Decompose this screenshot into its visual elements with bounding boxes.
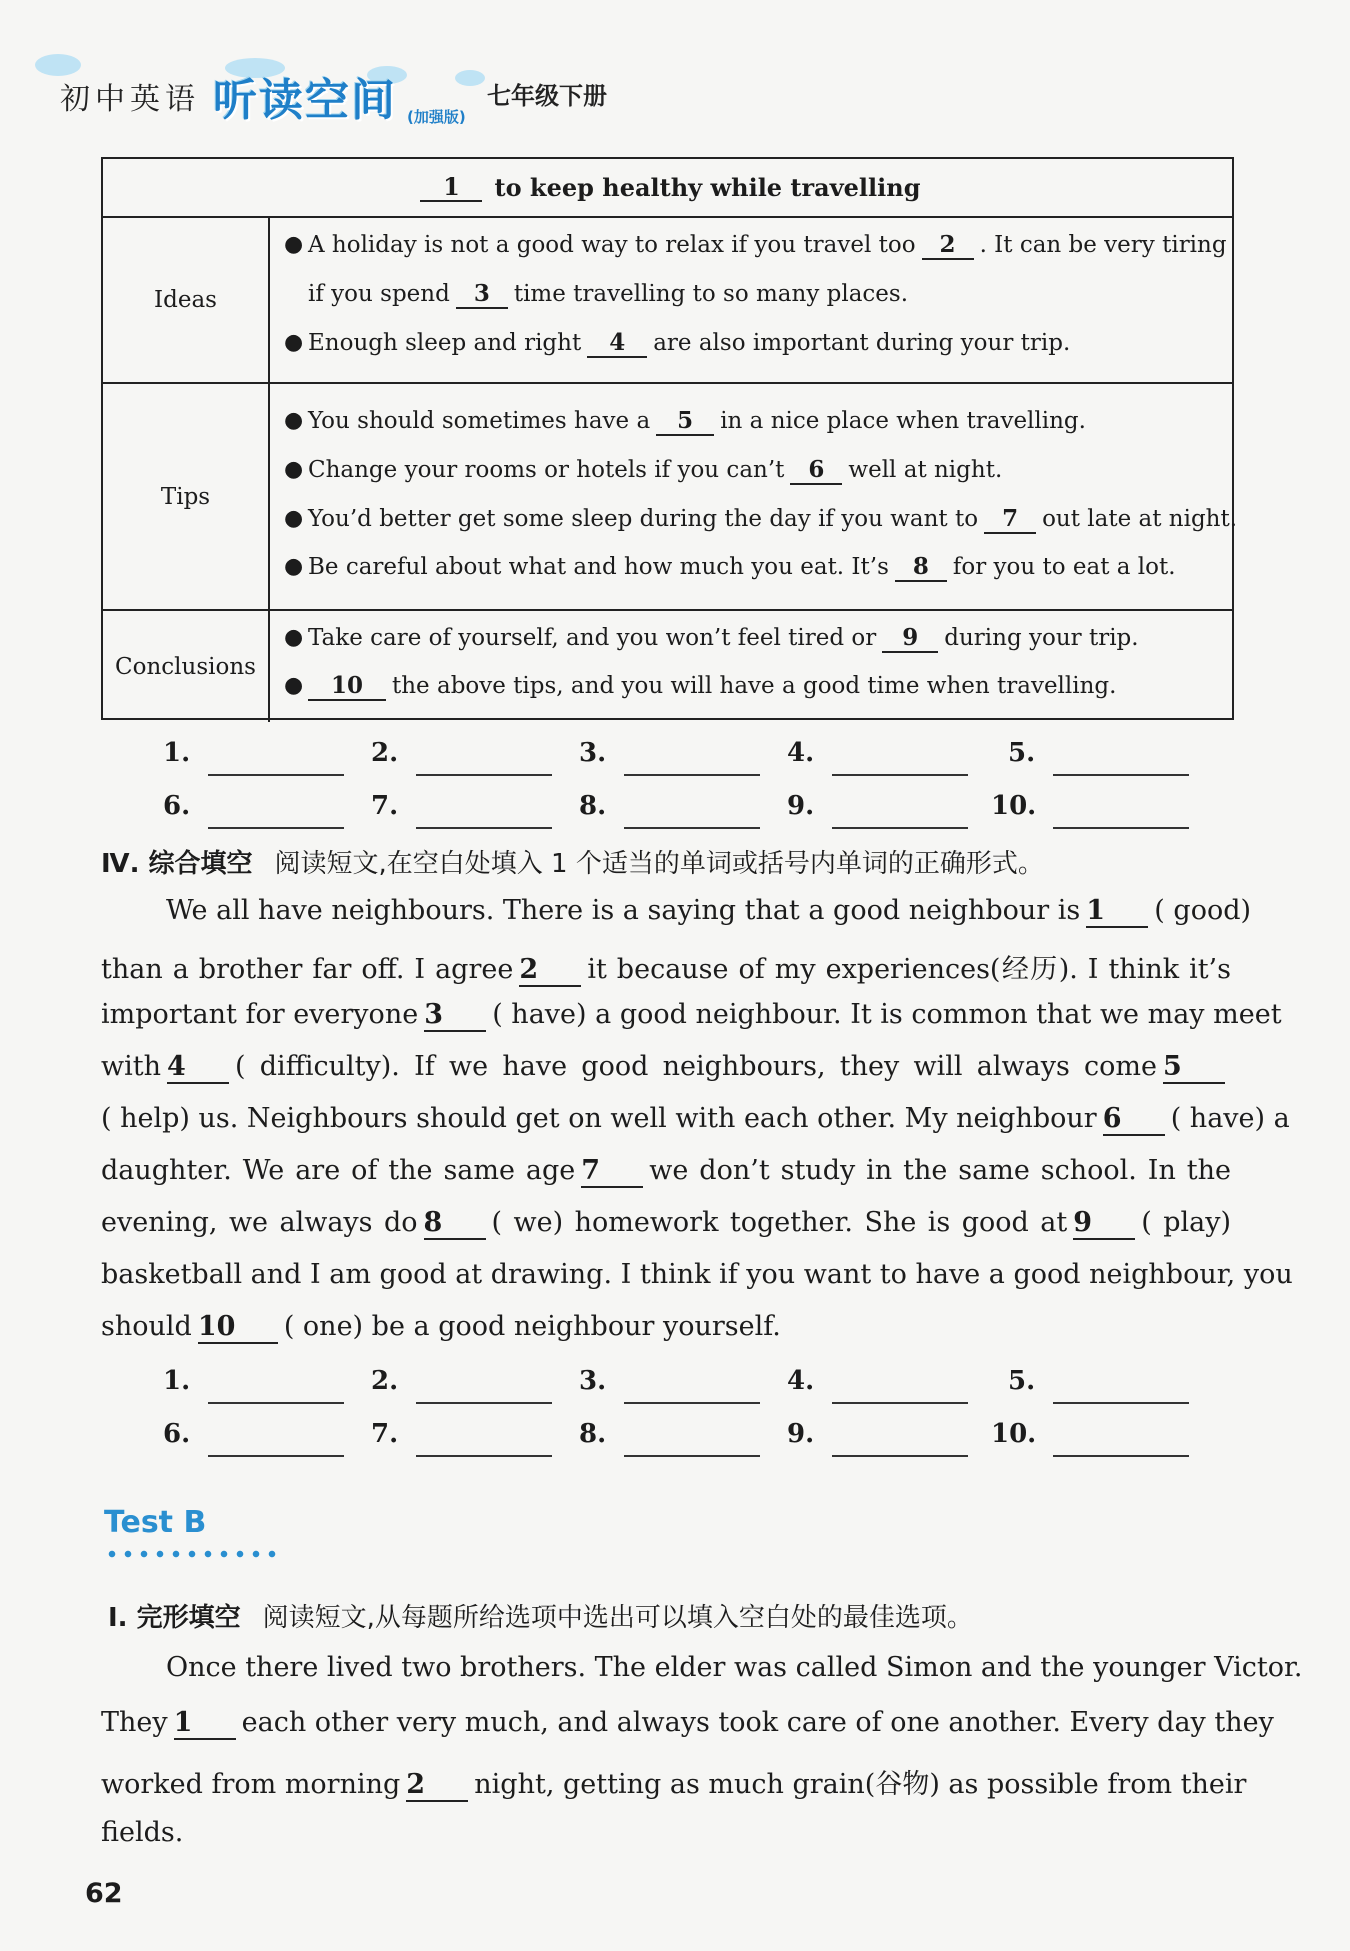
table-row-tips bbox=[103, 382, 1238, 609]
passage-line: They 1 each other very much, and always took care of one another. Every day they bbox=[101, 1707, 1231, 1740]
answer-blank[interactable] bbox=[1053, 827, 1189, 829]
row-content bbox=[268, 384, 1238, 609]
answer-blank[interactable] bbox=[832, 774, 968, 776]
passage-line: We all have neighbours. There is a saying that a good neighbour is 1 ( good) bbox=[101, 895, 1231, 928]
section-number: Ⅳ. 综合填空 bbox=[101, 849, 253, 879]
test-b-section-1-heading bbox=[108, 1597, 973, 1634]
passage-line: with 4 ( difficulty). If we have good neighbours, they will always come 5 bbox=[101, 1051, 1231, 1084]
answer-blank[interactable] bbox=[624, 827, 760, 829]
blank-2: 2 bbox=[922, 232, 974, 260]
table-line: ● Change your rooms or hotels if you can’t 6 well at night. bbox=[308, 457, 1224, 485]
table-line: if you spend 3 time travelling to so many places. bbox=[308, 281, 1224, 309]
answer-number: 3. bbox=[579, 1366, 607, 1396]
blank-8: 8 bbox=[895, 554, 947, 582]
blank-2: 2 bbox=[519, 954, 581, 987]
answer-number: 6. bbox=[163, 1419, 191, 1449]
test-b-title: Test B bbox=[104, 1505, 207, 1540]
answer-row bbox=[163, 791, 1193, 831]
blank-7: 7 bbox=[984, 506, 1036, 534]
answer-blank[interactable] bbox=[208, 827, 344, 829]
blank-6: 6 bbox=[1103, 1103, 1165, 1136]
blank-1: 1 bbox=[174, 1707, 236, 1740]
answer-blank[interactable] bbox=[416, 1455, 552, 1457]
answer-blank[interactable] bbox=[416, 827, 552, 829]
test-b-passage bbox=[101, 1652, 1303, 1852]
answer-number: 1. bbox=[163, 1366, 191, 1396]
cloud-decoration bbox=[35, 54, 81, 76]
answer-row bbox=[163, 1366, 1193, 1406]
book-header bbox=[55, 62, 755, 132]
brand-subtitle: (加强版) bbox=[407, 108, 466, 126]
table-line: ● Enough sleep and right 4 are also important during your trip. bbox=[308, 330, 1224, 358]
answer-blank[interactable] bbox=[208, 1455, 344, 1457]
answer-number: 1. bbox=[163, 738, 191, 768]
passage-line: basketball and I am good at drawing. I think if you want to have a good neighbour, you bbox=[101, 1259, 1293, 1290]
answer-number: 5. bbox=[1008, 738, 1036, 768]
blank-4: 4 bbox=[167, 1051, 229, 1084]
blank-7: 7 bbox=[581, 1155, 643, 1188]
answer-row bbox=[163, 738, 1193, 778]
answer-blank[interactable] bbox=[832, 1402, 968, 1404]
answer-number: 7. bbox=[371, 1419, 399, 1449]
passage-line: should 10 ( one) be a good neighbour yourself. bbox=[101, 1311, 1231, 1344]
table-row-ideas bbox=[103, 216, 1232, 382]
section-instruction: 阅读短文,从每题所给选项中选出可以填入空白处的最佳选项。 bbox=[262, 1603, 973, 1633]
answer-number: 4. bbox=[787, 1366, 815, 1396]
section-4-passage bbox=[101, 895, 1293, 1355]
table-line: ● Be careful about what and how much you eat. It’s 8 for you to eat a lot. bbox=[308, 554, 1224, 582]
answer-blank[interactable] bbox=[624, 1455, 760, 1457]
page-number: 62 bbox=[85, 1878, 123, 1909]
section-instruction: 阅读短文,在空白处填入 1 个适当的单词或括号内单词的正确形式。 bbox=[274, 849, 1044, 879]
blank-3: 3 bbox=[456, 281, 508, 309]
answer-blank[interactable] bbox=[208, 774, 344, 776]
answer-row bbox=[163, 1419, 1193, 1459]
blank-9: 9 bbox=[1073, 1207, 1135, 1240]
answer-number: 10. bbox=[991, 1419, 1037, 1449]
series-name: 初中英语 bbox=[60, 82, 200, 117]
cloud-decoration bbox=[455, 70, 485, 86]
answer-number: 8. bbox=[579, 791, 607, 821]
passage-line: fields. bbox=[101, 1817, 184, 1848]
answer-number: 6. bbox=[163, 791, 191, 821]
table-title bbox=[103, 159, 1232, 216]
answer-blank[interactable] bbox=[624, 1402, 760, 1404]
section-4-heading bbox=[101, 843, 1044, 880]
blank-9: 9 bbox=[882, 625, 938, 653]
passage-line: daughter. We are of the same age 7 we don’t study in the same school. In the bbox=[101, 1155, 1231, 1188]
table-line: ● Take care of yourself, and you won’t feel tired or 9 during your trip. bbox=[308, 625, 1224, 653]
answer-number: 9. bbox=[787, 1419, 815, 1449]
row-label: Ideas bbox=[103, 218, 270, 382]
blank-4: 4 bbox=[587, 330, 647, 358]
table-line: ● A holiday is not a good way to relax if you travel too 2 . It can be very tiring bbox=[308, 232, 1224, 260]
answer-number: 5. bbox=[1008, 1366, 1036, 1396]
row-content bbox=[268, 611, 1232, 722]
answer-number: 4. bbox=[787, 738, 815, 768]
row-content bbox=[268, 218, 1232, 382]
answer-number: 2. bbox=[371, 1366, 399, 1396]
blank-10: 10 bbox=[198, 1311, 278, 1344]
answer-number: 8. bbox=[579, 1419, 607, 1449]
passage-line: Once there lived two brothers. The elder was called Simon and the younger Victor. bbox=[166, 1652, 1303, 1683]
blank-6: 6 bbox=[790, 457, 842, 485]
passage-line: ( help) us. Neighbours should get on well with each other. My neighbour 6 ( have) a bbox=[101, 1103, 1231, 1136]
brand-logo: 听读空间 bbox=[213, 75, 397, 126]
blank-5: 5 bbox=[1163, 1051, 1225, 1084]
table-title-text: to keep healthy while travelling bbox=[494, 173, 921, 202]
blank-10: 10 bbox=[308, 673, 386, 701]
dotted-underline bbox=[104, 1550, 284, 1558]
answer-blank[interactable] bbox=[624, 774, 760, 776]
passage-line: worked from morning 2 night, getting as much grain(谷物) as possible from their bbox=[101, 1762, 1231, 1802]
section-number: Ⅰ. 完形填空 bbox=[108, 1603, 241, 1633]
answer-blank[interactable] bbox=[1053, 774, 1189, 776]
blank-1: 1 bbox=[1086, 895, 1148, 928]
answer-number: 3. bbox=[579, 738, 607, 768]
blank-2: 2 bbox=[406, 1769, 468, 1802]
answer-blank[interactable] bbox=[1053, 1402, 1189, 1404]
blank-3: 3 bbox=[424, 999, 486, 1032]
answer-blank[interactable] bbox=[1053, 1455, 1189, 1457]
answer-number: 10. bbox=[991, 791, 1037, 821]
answer-number: 2. bbox=[371, 738, 399, 768]
table-line: ● 10 the above tips, and you will have a good time when travelling. bbox=[308, 673, 1224, 701]
blank-5: 5 bbox=[656, 408, 714, 436]
answer-blank[interactable] bbox=[208, 1402, 344, 1404]
passage-line: than a brother far off. I agree 2 it because of my experiences(经历). I think it’s bbox=[101, 947, 1231, 987]
answer-blank[interactable] bbox=[832, 1455, 968, 1457]
row-label: Tips bbox=[103, 384, 270, 609]
answer-blank[interactable] bbox=[416, 1402, 552, 1404]
grade-label: 七年级下册 bbox=[487, 82, 607, 110]
passage-line: evening, we always do 8 ( we) homework together. She is good at 9 ( play) bbox=[101, 1207, 1231, 1240]
summary-table bbox=[101, 157, 1238, 720]
answer-number: 9. bbox=[787, 791, 815, 821]
blank-8: 8 bbox=[424, 1207, 486, 1240]
table-line: ● You’d better get some sleep during the day if you want to 7 out late at night. bbox=[308, 506, 1224, 534]
table-row-conclusions bbox=[103, 609, 1232, 722]
row-label: Conclusions bbox=[103, 611, 270, 722]
answer-number: 7. bbox=[371, 791, 399, 821]
passage-line: important for everyone 3 ( have) a good neighbour. It is common that we may meet bbox=[101, 999, 1231, 1032]
table-line: ● You should sometimes have a 5 in a nice place when travelling. bbox=[308, 408, 1224, 436]
answer-blank[interactable] bbox=[416, 774, 552, 776]
answer-blank[interactable] bbox=[832, 827, 968, 829]
blank-1: 1 bbox=[420, 173, 482, 203]
